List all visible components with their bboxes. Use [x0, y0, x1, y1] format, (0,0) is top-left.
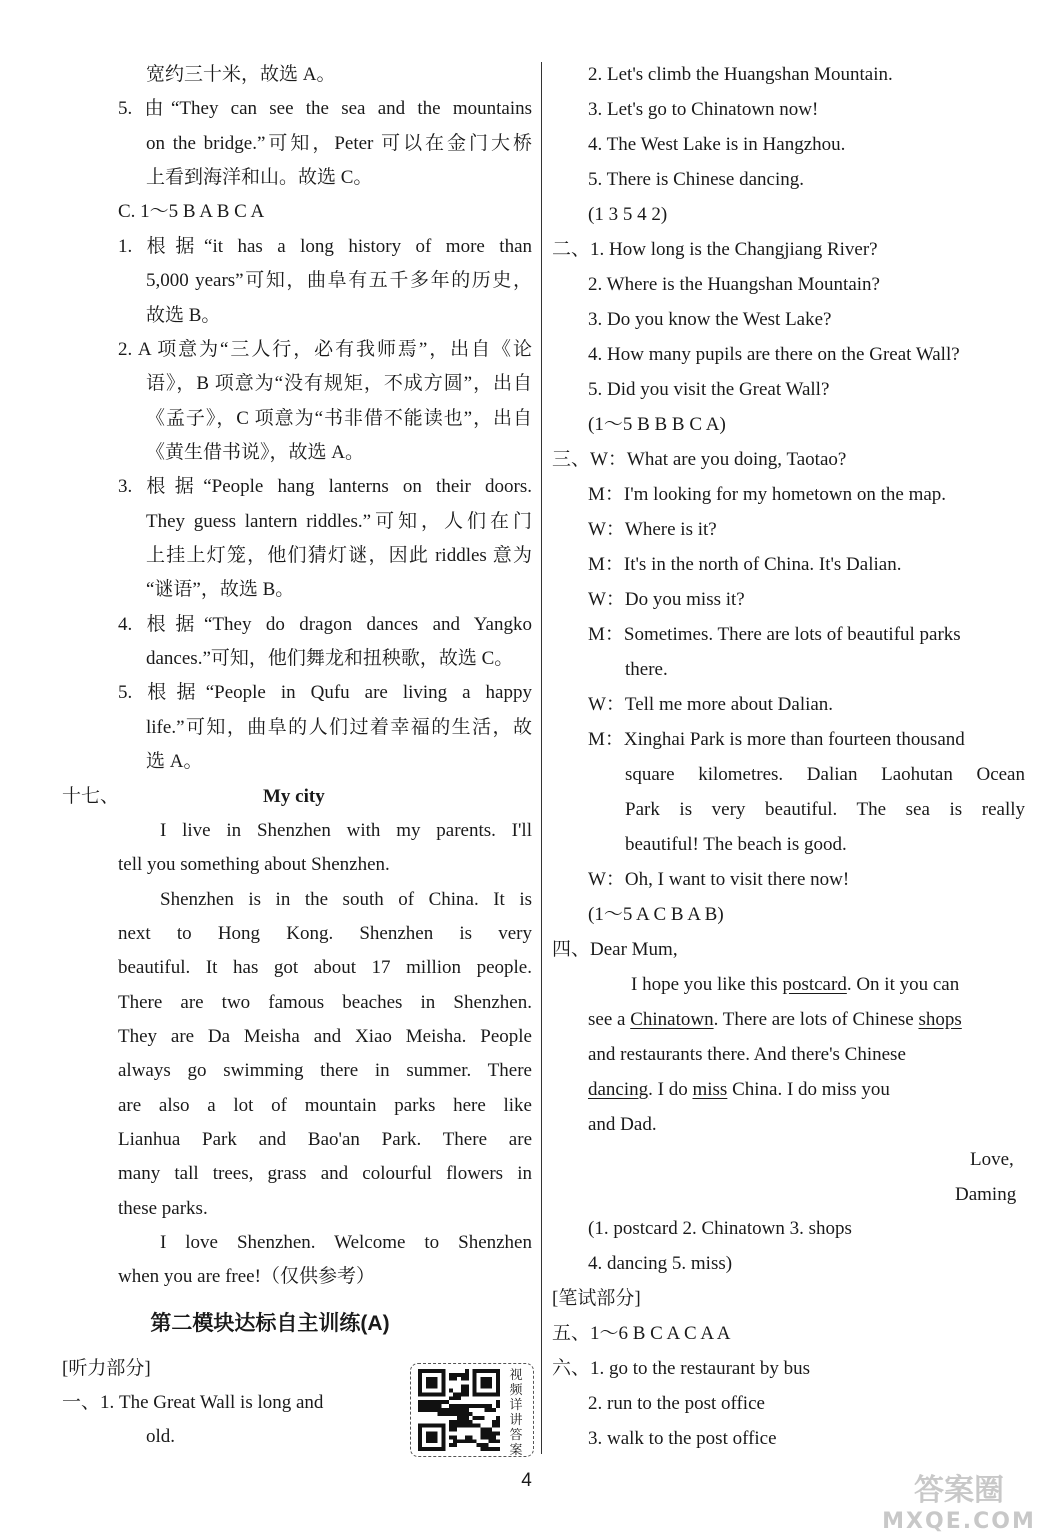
- text-line: beautiful. It has got about 17 million people.: [118, 957, 532, 978]
- text-line: 宽约三十米，故选 A。: [146, 64, 336, 85]
- page-number: 4: [521, 1470, 532, 1491]
- text-line: 上挂上灯笼，他们猜灯谜，因此 riddles 意为: [146, 545, 532, 566]
- text-line: many tall trees, grass and colourful flowers in: [118, 1163, 532, 1184]
- answer-miss: miss: [692, 1079, 728, 1100]
- text-line: 5,000 years”可知，曲阜有五千多年的历史，: [146, 270, 532, 291]
- text-line: 二、1. How long is the Changjiang River?: [552, 239, 878, 260]
- text-line: Shenzhen is in the south of China. It is: [160, 889, 532, 910]
- text-line: 2. A 项意为“三人行，必有我师焉”，出自《论: [118, 339, 532, 360]
- watermark-top: 答案圈: [914, 1473, 1004, 1508]
- text-line: M：It's in the north of China. It's Dalian.: [588, 554, 902, 575]
- text-line: 5. 根据“People in Qufu are living a happy: [118, 682, 532, 703]
- text-line: (1 3 5 4 2): [588, 204, 668, 225]
- text-line: M：Xinghai Park is more than fourteen thousand: [588, 729, 965, 750]
- letter-text: see a: [588, 1009, 631, 1030]
- text-line: 四、Dear Mum,: [552, 939, 678, 960]
- text-line: 2. run to the post office: [588, 1393, 765, 1414]
- text-line: 上看到海洋和山。故选 C。: [146, 167, 373, 188]
- letter-line-3: and restaurants there. And there's Chinese: [588, 1044, 906, 1065]
- watermark-bottom: MXQE.COM: [882, 1509, 1036, 1534]
- text-line: 4. dancing 5. miss): [588, 1253, 733, 1274]
- letter-text: China. I do miss you: [727, 1079, 890, 1100]
- text-line: W：Tell me more about Dalian.: [588, 694, 834, 715]
- text-line: W：Oh, I want to visit there now!: [588, 869, 850, 890]
- text-line: (1～5 B B B C A): [588, 414, 726, 435]
- text-line: old.: [146, 1426, 176, 1447]
- text-line: Lianhua Park and Bao'an Park. There are: [118, 1129, 532, 1150]
- letter-line-5: and Dad.: [588, 1114, 657, 1135]
- text-line: 选 A。: [146, 751, 203, 772]
- text-line: 十七、: [62, 786, 120, 807]
- text-line: C. 1～5 B A B C A: [118, 201, 265, 222]
- qr-code-box[interactable]: [410, 1363, 534, 1457]
- letter-text: . I do: [648, 1079, 693, 1100]
- text-line: I live in Shenzhen with my parents. I'll: [160, 820, 532, 841]
- text-line: beautiful! The beach is good.: [625, 834, 847, 855]
- text-line: square kilometres. Dalian Laohutan Ocean: [625, 764, 1025, 785]
- text-line: 一、1. The Great Wall is long and: [62, 1392, 324, 1413]
- letter-text: . On it you can: [846, 974, 960, 995]
- text-line: 3. Do you know the West Lake?: [588, 309, 832, 330]
- qr-code-icon: [417, 1369, 501, 1451]
- text-line: always go swimming there in summer. There: [118, 1060, 532, 1081]
- text-line: M：I'm looking for my hometown on the map.: [588, 484, 947, 505]
- text-line: “谜语”，故选 B。: [146, 579, 295, 600]
- text-line: 六、1. go to the restaurant by bus: [552, 1358, 811, 1379]
- text-line: 4. The West Lake is in Hangzhou.: [588, 134, 846, 155]
- answer-postcard: postcard: [782, 974, 847, 995]
- letter-signature: Daming: [955, 1184, 1017, 1205]
- text-line: 五、1～6 B C A C A A: [552, 1323, 731, 1344]
- text-line: 《孟子》，C 项意为“书非借不能读也”，出自: [146, 408, 532, 429]
- text-line: 三、W：What are you doing, Taotao?: [552, 449, 847, 470]
- text-line: are also a lot of mountain parks here like: [118, 1095, 532, 1116]
- letter-text: . There are lots of Chinese: [713, 1009, 919, 1030]
- text-line: 3. walk to the post office: [588, 1428, 777, 1449]
- text-line: 3. 根据“People hang lanterns on their doors.: [118, 476, 532, 497]
- text-line: [听力部分]: [62, 1358, 151, 1379]
- text-line: these parks.: [118, 1198, 208, 1219]
- text-line: 4. How many pupils are there on the Great Wall?: [588, 344, 960, 365]
- text-line: 5. Did you visit the Great Wall?: [588, 379, 830, 400]
- text-line: Park is very beautiful. The sea is really: [625, 799, 1025, 820]
- answer-shops: shops: [918, 1009, 962, 1030]
- text-line: next to Hong Kong. Shenzhen is very: [118, 923, 532, 944]
- letter-text: I hope you like this: [631, 974, 783, 995]
- watermark-logo: [867, 1466, 1047, 1534]
- text-line: 3. Let's go to Chinatown now!: [588, 99, 819, 120]
- text-line: [笔试部分]: [552, 1288, 641, 1309]
- text-line: on the bridge.”可知，Peter 可以在金门大桥: [146, 133, 532, 154]
- section-title: 第二模块达标自主训练(A): [150, 1312, 390, 1335]
- text-line: There are two famous beaches in Shenzhen.: [118, 992, 532, 1013]
- text-line: 语》，B 项意为“没有规矩，不成方圆”，出自: [146, 373, 532, 394]
- text-line: I love Shenzhen. Welcome to Shenzhen: [160, 1232, 532, 1253]
- text-line: 5. There is Chinese dancing.: [588, 169, 804, 190]
- essay-title: My city: [263, 786, 325, 807]
- text-line: when you are free!（仅供参考）: [118, 1266, 375, 1287]
- text-line: 《黄生借书说》，故选 A。: [146, 442, 364, 463]
- qr-caption: 视频详讲答案: [509, 1368, 523, 1458]
- text-line: life.”可知，曲阜的人们过着幸福的生活，故: [146, 717, 532, 738]
- letter-line-1: [631, 973, 959, 999]
- text-line: W：Where is it?: [588, 519, 717, 540]
- text-line: 5. 由“They can see the sea and the mountains: [118, 98, 532, 119]
- letter-closing: Love,: [970, 1149, 1014, 1170]
- text-line: They are Da Meisha and Xiao Meisha. People: [118, 1026, 532, 1047]
- text-line: 2. Let's climb the Huangshan Mountain.: [588, 64, 893, 85]
- text-line: 4. 根据“They do dragon dances and Yangko: [118, 614, 532, 635]
- text-line: W：Do you miss it?: [588, 589, 745, 610]
- answer-chinatown: Chinatown: [630, 1009, 714, 1030]
- text-line: 2. Where is the Huangshan Mountain?: [588, 274, 880, 295]
- text-line: tell you something about Shenzhen.: [118, 854, 390, 875]
- text-line: 1. 根据“it has a long history of more than: [118, 236, 532, 257]
- column-divider: [541, 62, 542, 1454]
- text-line: M：Sometimes. There are lots of beautiful parks: [588, 624, 961, 645]
- text-line: there.: [625, 659, 668, 680]
- text-line: dances.”可知，他们舞龙和扭秧歌，故选 C。: [146, 648, 514, 669]
- text-line: They guess lantern riddles.”可知，人们在门: [146, 511, 532, 532]
- text-line: 故选 B。: [146, 305, 221, 326]
- letter-line-2: [588, 1008, 962, 1034]
- letter-line-4: [588, 1078, 890, 1104]
- text-line: (1. postcard 2. Chinatown 3. shops: [588, 1218, 852, 1239]
- answer-dancing: dancing: [588, 1079, 649, 1100]
- text-line: (1～5 A C B A B): [588, 904, 724, 925]
